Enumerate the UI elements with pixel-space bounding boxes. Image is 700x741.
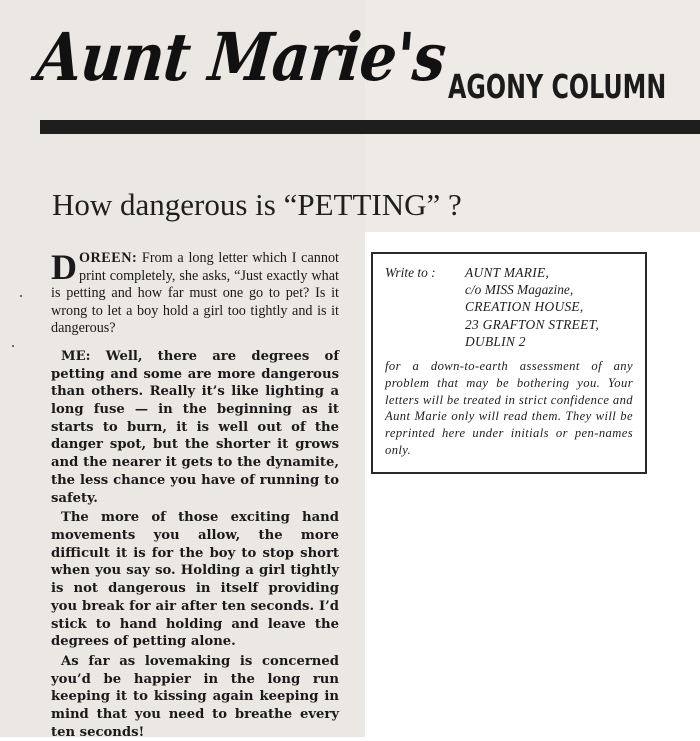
- header-rule: [40, 120, 700, 134]
- address-line-2: c/o MISS Magazine,: [465, 282, 574, 298]
- reader-name: OREEN:: [79, 250, 138, 266]
- print-speck: [20, 295, 22, 297]
- answer-paragraph-3: As far as lovemaking is concerned you’d be happier in the long run keeping it to kissing again keeping in mind that you need to breathe every ten seconds!: [51, 653, 339, 740]
- answer-paragraph-2: The more of those exciting hand movements you allow, the more difficult it is for the boy to stop short when you say so. Holding a girl tightly is not dangerous in itself providing you break for air after ten seconds. I’d stick to hand holding and leave the degrees of petting alone.: [51, 510, 339, 650]
- drop-cap: D: [51, 247, 77, 287]
- address-line-1: AUNT MARIE,: [465, 265, 550, 280]
- masthead: [33, 18, 700, 136]
- address-line-3: CREATION HOUSE,: [465, 299, 584, 315]
- reader-question: [51, 247, 339, 338]
- article-headline: How dangerous is “PETTING” ?: [52, 187, 462, 222]
- print-speck: [12, 345, 14, 347]
- address-line-4: 23 GRAFTON STREET,: [465, 316, 599, 332]
- write-to-label: Write to :: [385, 265, 436, 280]
- column-title-script: Aunt Marie's: [33, 18, 449, 96]
- address-line-5: DUBLIN 2: [465, 333, 526, 349]
- write-to-box: [371, 252, 647, 474]
- column-section-name: AGONY COLUMN: [448, 67, 667, 106]
- answer-paragraph-1: ME: Well, there are degrees of petting and some are more dangerous than others. Really it’s like lighting a long fuse — in the beginning as it starts to burn, it is well out of the danger spot, but the shorter it grows and the nearer it gets to the dynamite, the less chance you have of running to safety.: [51, 348, 339, 506]
- question-text: From a long letter which I cannot print completely, she asks, “Just exactly what is petting and how far must one go to pet? Is it wrong to let a boy hold a girl too tightly and is it dangerous?: [51, 250, 339, 337]
- address-block: [385, 264, 633, 350]
- article-column: [51, 247, 339, 741]
- write-to-body: for a down-to-earth assessment of any problem that may be bothering you. Your letters will be treated in strict confidence and Aunt Marie only will read them. They will be reprinted here under initials or pen-names only.: [385, 359, 633, 457]
